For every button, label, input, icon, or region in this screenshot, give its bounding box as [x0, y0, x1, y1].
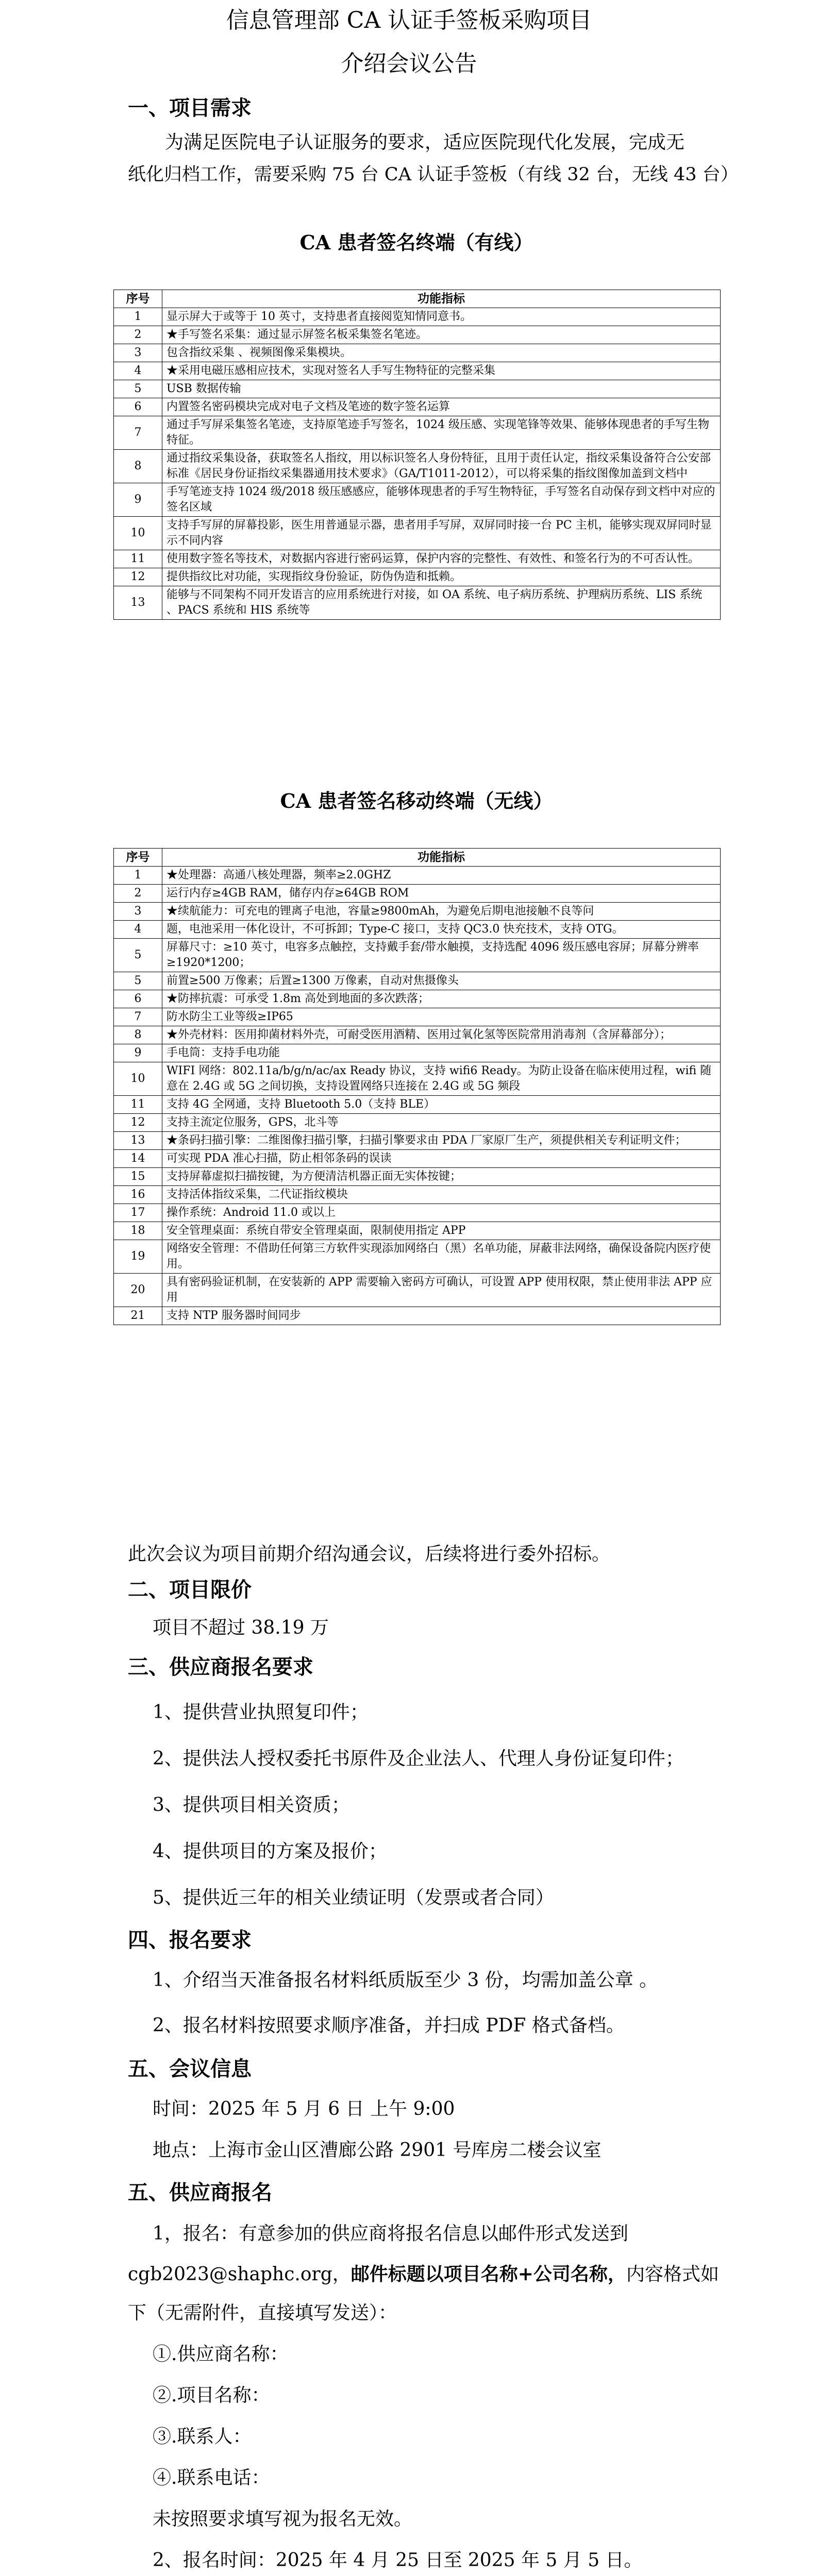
table-header-row: [114, 849, 721, 867]
reg-instruction-2: [128, 2262, 719, 2287]
table-row: [114, 398, 721, 416]
section-1-heading: 一、项目需求: [128, 96, 252, 120]
doc-subtitle: 介绍会议公告: [341, 50, 477, 77]
req-item: 2、提供法人授权委托书原件及企业法人、代理人身份证复印件；: [153, 1748, 684, 1769]
row-spec: 支持 4G 全网通，支持 Bluetooth 5.0（支持 BLE）: [162, 1096, 721, 1114]
row-spec: USB 数据传输: [162, 380, 721, 398]
row-number: 11: [114, 550, 162, 568]
row-number: 12: [114, 568, 162, 586]
row-number: 7: [114, 416, 162, 450]
row-spec: 能够与不同架构不同开发语言的应用系统进行对接，如 OA 系统、电子病历系统、护理病历系统、LIS 系统 、PACS 系统和 HIS 系统等: [162, 586, 721, 620]
reg-req-item: 1、介绍当天准备报名材料纸质版至少 3 份，均需加盖公章 。: [153, 1970, 658, 1991]
table-row: [114, 416, 721, 450]
table-row: [114, 1307, 721, 1325]
table-row: [114, 1096, 721, 1114]
row-spec: 支持 NTP 服务器时间同步: [162, 1307, 721, 1325]
table-row: [114, 308, 721, 326]
reg-email: cgb2023@shaphc.org，: [128, 2264, 351, 2285]
row-number: 9: [114, 483, 162, 517]
wireless-table-title: CA 患者签名移动终端（无线）: [280, 789, 553, 812]
reg-instruction-3: 下（无需附件，直接填写发送）：: [128, 2302, 397, 2324]
row-number: 19: [114, 1240, 162, 1274]
row-spec: 题，电池采用一体化设计，不可拆卸；Type-C 接口，支持 QC3.0 快充技术，支持 OTG。: [162, 921, 721, 939]
row-number: 9: [114, 1044, 162, 1062]
price-limit: 项目不超过 38.19 万: [153, 1617, 329, 1638]
row-spec: 支持主流定位服务，GPS，北斗等: [162, 1114, 721, 1132]
table-row: [114, 1186, 721, 1204]
table-row: [114, 517, 721, 550]
col-header-no: 序号: [114, 849, 162, 867]
row-number: 3: [114, 903, 162, 921]
meeting-time: 时间：2025 年 5 月 6 日 上午 9:00: [153, 2098, 455, 2120]
table-row: [114, 1222, 721, 1240]
table-row: [114, 1044, 721, 1062]
meeting-place: 地点：上海市金山区漕廊公路 2901 号库房二楼会议室: [153, 2140, 602, 2161]
table-row: [114, 921, 721, 939]
section-4-heading: 四、报名要求: [128, 1928, 252, 1952]
row-spec: 运行内存≥4GB RAM，储存内存≥64GB ROM: [162, 885, 721, 903]
invalid-note: 未按照要求填写视为报名无效。: [153, 2509, 413, 2530]
row-spec: 网络安全管理：不借助任何第三方软件实现添加网络白（黑）名单功能，屏蔽非法网络，确保设备院内医疗使用。: [162, 1240, 721, 1274]
row-number: 16: [114, 1186, 162, 1204]
row-number: 11: [114, 1096, 162, 1114]
table-row: [114, 380, 721, 398]
row-spec: 手写笔迹支持 1024 级/2018 级压感感应，能够体现患者的手写生物特征，手写签名自动保存到文档中对应的签名区域: [162, 483, 721, 517]
section-2-heading: 二、项目限价: [128, 1578, 252, 1602]
wired-spec-table: [113, 290, 721, 620]
row-number: 8: [114, 1026, 162, 1044]
row-number: 2: [114, 326, 162, 344]
row-number: 5: [114, 972, 162, 990]
req-item: 4、提供项目的方案及报价；: [153, 1841, 387, 1862]
table-row: [114, 1132, 721, 1150]
row-number: 6: [114, 398, 162, 416]
reg-format-note: 内容格式如: [626, 2264, 719, 2285]
row-spec: 显示屏大于或等于 10 英寸，支持患者直接阅览知情同意书。: [162, 308, 721, 326]
table-row: [114, 344, 721, 362]
section-5-heading: 五、会议信息: [128, 2057, 252, 2081]
row-number: 6: [114, 990, 162, 1008]
row-number: 3: [114, 344, 162, 362]
doc-title: 信息管理部 CA 认证手签板采购项目: [226, 7, 592, 33]
table-row: [114, 1008, 721, 1026]
row-spec: 使用数字签名等技术，对数据内容进行密码运算，保护内容的完整性、有效性、和签名行为的不可否认性。: [162, 550, 721, 568]
row-number: 5: [114, 380, 162, 398]
row-number: 7: [114, 1008, 162, 1026]
row-number: 4: [114, 921, 162, 939]
row-number: 17: [114, 1204, 162, 1222]
reg-subject-rule: 邮件标题以项目名称+公司名称，: [350, 2263, 626, 2285]
wired-table-title: CA 患者签名终端（有线）: [299, 231, 533, 254]
row-spec: 安全管理桌面：系统自带安全管理桌面，限制使用指定 APP: [162, 1222, 721, 1240]
row-spec: 通过手写屏采集签名笔迹，支持原笔迹手写签名，1024 级压感、实现笔锋等效果、能够体现患者的手写生物特征。: [162, 416, 721, 450]
row-spec: ★处理器：高通八核处理器，频率≥2.0GHZ: [162, 867, 721, 885]
table-row: [114, 550, 721, 568]
table-row: [114, 362, 721, 380]
row-spec: ★防摔抗震：可承受 1.8m 高处到地面的多次跌落；: [162, 990, 721, 1008]
section-6-heading: 五、供应商报名: [128, 2180, 272, 2205]
table-row: [114, 939, 721, 972]
row-number: 5: [114, 939, 162, 972]
table-row: [114, 1204, 721, 1222]
row-number: 10: [114, 1062, 162, 1096]
row-spec: 包含指纹采集 、视频图像采集模块。: [162, 344, 721, 362]
row-spec: ★外壳材料：医用抑菌材料外壳，可耐受医用酒精、医用过氧化氢等医院常用消毒剂（含屏幕部分）；: [162, 1026, 721, 1044]
table-row: [114, 867, 721, 885]
row-spec: ★手写签名采集：通过显示屏签名板采集签名笔迹。: [162, 326, 721, 344]
req-item: 1、提供营业执照复印件；: [153, 1702, 369, 1723]
row-spec: 支持屏幕虚拟扫描按键，为方便清洁机器正面无实体按键；: [162, 1168, 721, 1186]
table-row: [114, 1274, 721, 1307]
closing-note: 此次会议为项目前期介绍沟通会议，后续将进行委外招标。: [128, 1544, 611, 1565]
row-number: 8: [114, 450, 162, 483]
row-number: 2: [114, 885, 162, 903]
row-number: 15: [114, 1168, 162, 1186]
table-row: [114, 450, 721, 483]
table-row: [114, 1114, 721, 1132]
table-row: [114, 1240, 721, 1274]
row-number: 13: [114, 1132, 162, 1150]
row-number: 1: [114, 867, 162, 885]
table-row: [114, 326, 721, 344]
table-header-row: [114, 290, 721, 308]
row-number: 14: [114, 1150, 162, 1168]
intro-line-2: 纸化归档工作，需要采购 75 台 CA 认证手签板（有线 32 台，无线 43 台）: [128, 164, 739, 185]
row-number: 10: [114, 517, 162, 550]
field-supplier: ①.供应商名称：: [153, 2344, 289, 2365]
reg-instruction-1: 1，报名：有意参加的供应商将报名信息以邮件形式发送到: [153, 2223, 628, 2244]
row-spec: 支持活体指纹采集，二代证指纹模块: [162, 1186, 721, 1204]
table-row: [114, 1026, 721, 1044]
row-number: 13: [114, 586, 162, 620]
reg-time: 2、报名时间：2025 年 4 月 25 日至 2025 年 5 月 5 日。: [153, 2550, 643, 2571]
req-item: 5、提供近三年的相关业绩证明（发票或者合同）: [153, 1887, 554, 1908]
row-spec: 通过指纹采集设备，获取签名人指纹，用以标识签名人身份特征，且用于责任认定，指纹采集设备符合公安部标准《居民身份证指纹采集器通用技术要求》（GA/T1011-2012），可以将采集的指纹图像加盖到文档中: [162, 450, 721, 483]
wireless-spec-table: [113, 848, 721, 1325]
row-spec: 提供指纹比对功能，实现指纹身份验证，防伪伪造和抵赖。: [162, 568, 721, 586]
row-number: 20: [114, 1274, 162, 1307]
row-spec: ★采用电磁压感相应技术，实现对签名人手写生物特征的完整采集: [162, 362, 721, 380]
reg-req-item: 2、报名材料按照要求顺序准备，并扫成 PDF 格式备档。: [153, 2015, 625, 2036]
col-header-spec: 功能指标: [162, 290, 721, 308]
row-spec: 屏幕尺寸：≥10 英寸，电容多点触控，支持戴手套/带水触摸，支持选配 4096 级压感电容屏；屏幕分辨率≥1920*1200；: [162, 939, 721, 972]
row-spec: 操作系统：Android 11.0 或以上: [162, 1204, 721, 1222]
row-spec: 可实现 PDA 准心扫描，防止相邻条码的误读: [162, 1150, 721, 1168]
row-spec: WIFI 网络：802.11a/b/g/n/ac/ax Ready 协议，支持 wifi6 Ready。为防止设备在临床使用过程，wifi 随意在 2.4G 或 5G 之间切换，支持设置网络只连接在 2.4G 或 5G 频段: [162, 1062, 721, 1096]
row-spec: ★续航能力：可充电的锂离子电池，容量≥9800mAh，为避免后期电池接触不良等问: [162, 903, 721, 921]
table-row: [114, 903, 721, 921]
intro-line-1: 为满足医院电子认证服务的要求，适应医院现代化发展，完成无: [165, 132, 685, 153]
field-project: ②.项目名称：: [153, 2385, 270, 2406]
table-row: [114, 1062, 721, 1096]
table-row: [114, 1150, 721, 1168]
field-contact: ③.联系人：: [153, 2426, 252, 2447]
row-number: 21: [114, 1307, 162, 1325]
row-spec: ★条码扫描引擎：二维图像扫描引擎，扫描引擎要求由 PDA 厂家原厂生产，须提供相关专利证明文件；: [162, 1132, 721, 1150]
row-number: 12: [114, 1114, 162, 1132]
row-number: 1: [114, 308, 162, 326]
col-header-spec: 功能指标: [162, 849, 721, 867]
field-phone: ④.联系电话：: [153, 2467, 270, 2488]
table-row: [114, 1168, 721, 1186]
col-header-no: 序号: [114, 290, 162, 308]
section-3-heading: 三、供应商报名要求: [128, 1655, 313, 1679]
table-row: [114, 972, 721, 990]
row-number: 18: [114, 1222, 162, 1240]
row-spec: 前置≥500 万像素；后置≥1300 万像素，自动对焦摄像头: [162, 972, 721, 990]
table-row: [114, 568, 721, 586]
section-1-intro: [128, 127, 739, 191]
row-number: 4: [114, 362, 162, 380]
table-row: [114, 483, 721, 517]
req-item: 3、提供项目相关资质；: [153, 1794, 350, 1816]
row-spec: 具有密码验证机制，在安装新的 APP 需要输入密码方可确认，可设置 APP 使用权限，禁止使用非法 APP 应用: [162, 1274, 721, 1307]
row-spec: 防水防尘工业等级≥IP65: [162, 1008, 721, 1026]
table-row: [114, 885, 721, 903]
row-spec: 支持手写屏的屏幕投影，医生用普通显示器，患者用手写屏，双屏同时接一台 PC 主机，能够实现双屏同时显示不同内容: [162, 517, 721, 550]
table-row: [114, 586, 721, 620]
row-spec: 内置签名密码模块完成对电子文档及笔迹的数字签名运算: [162, 398, 721, 416]
table-row: [114, 990, 721, 1008]
row-spec: 手电筒：支持手电功能: [162, 1044, 721, 1062]
